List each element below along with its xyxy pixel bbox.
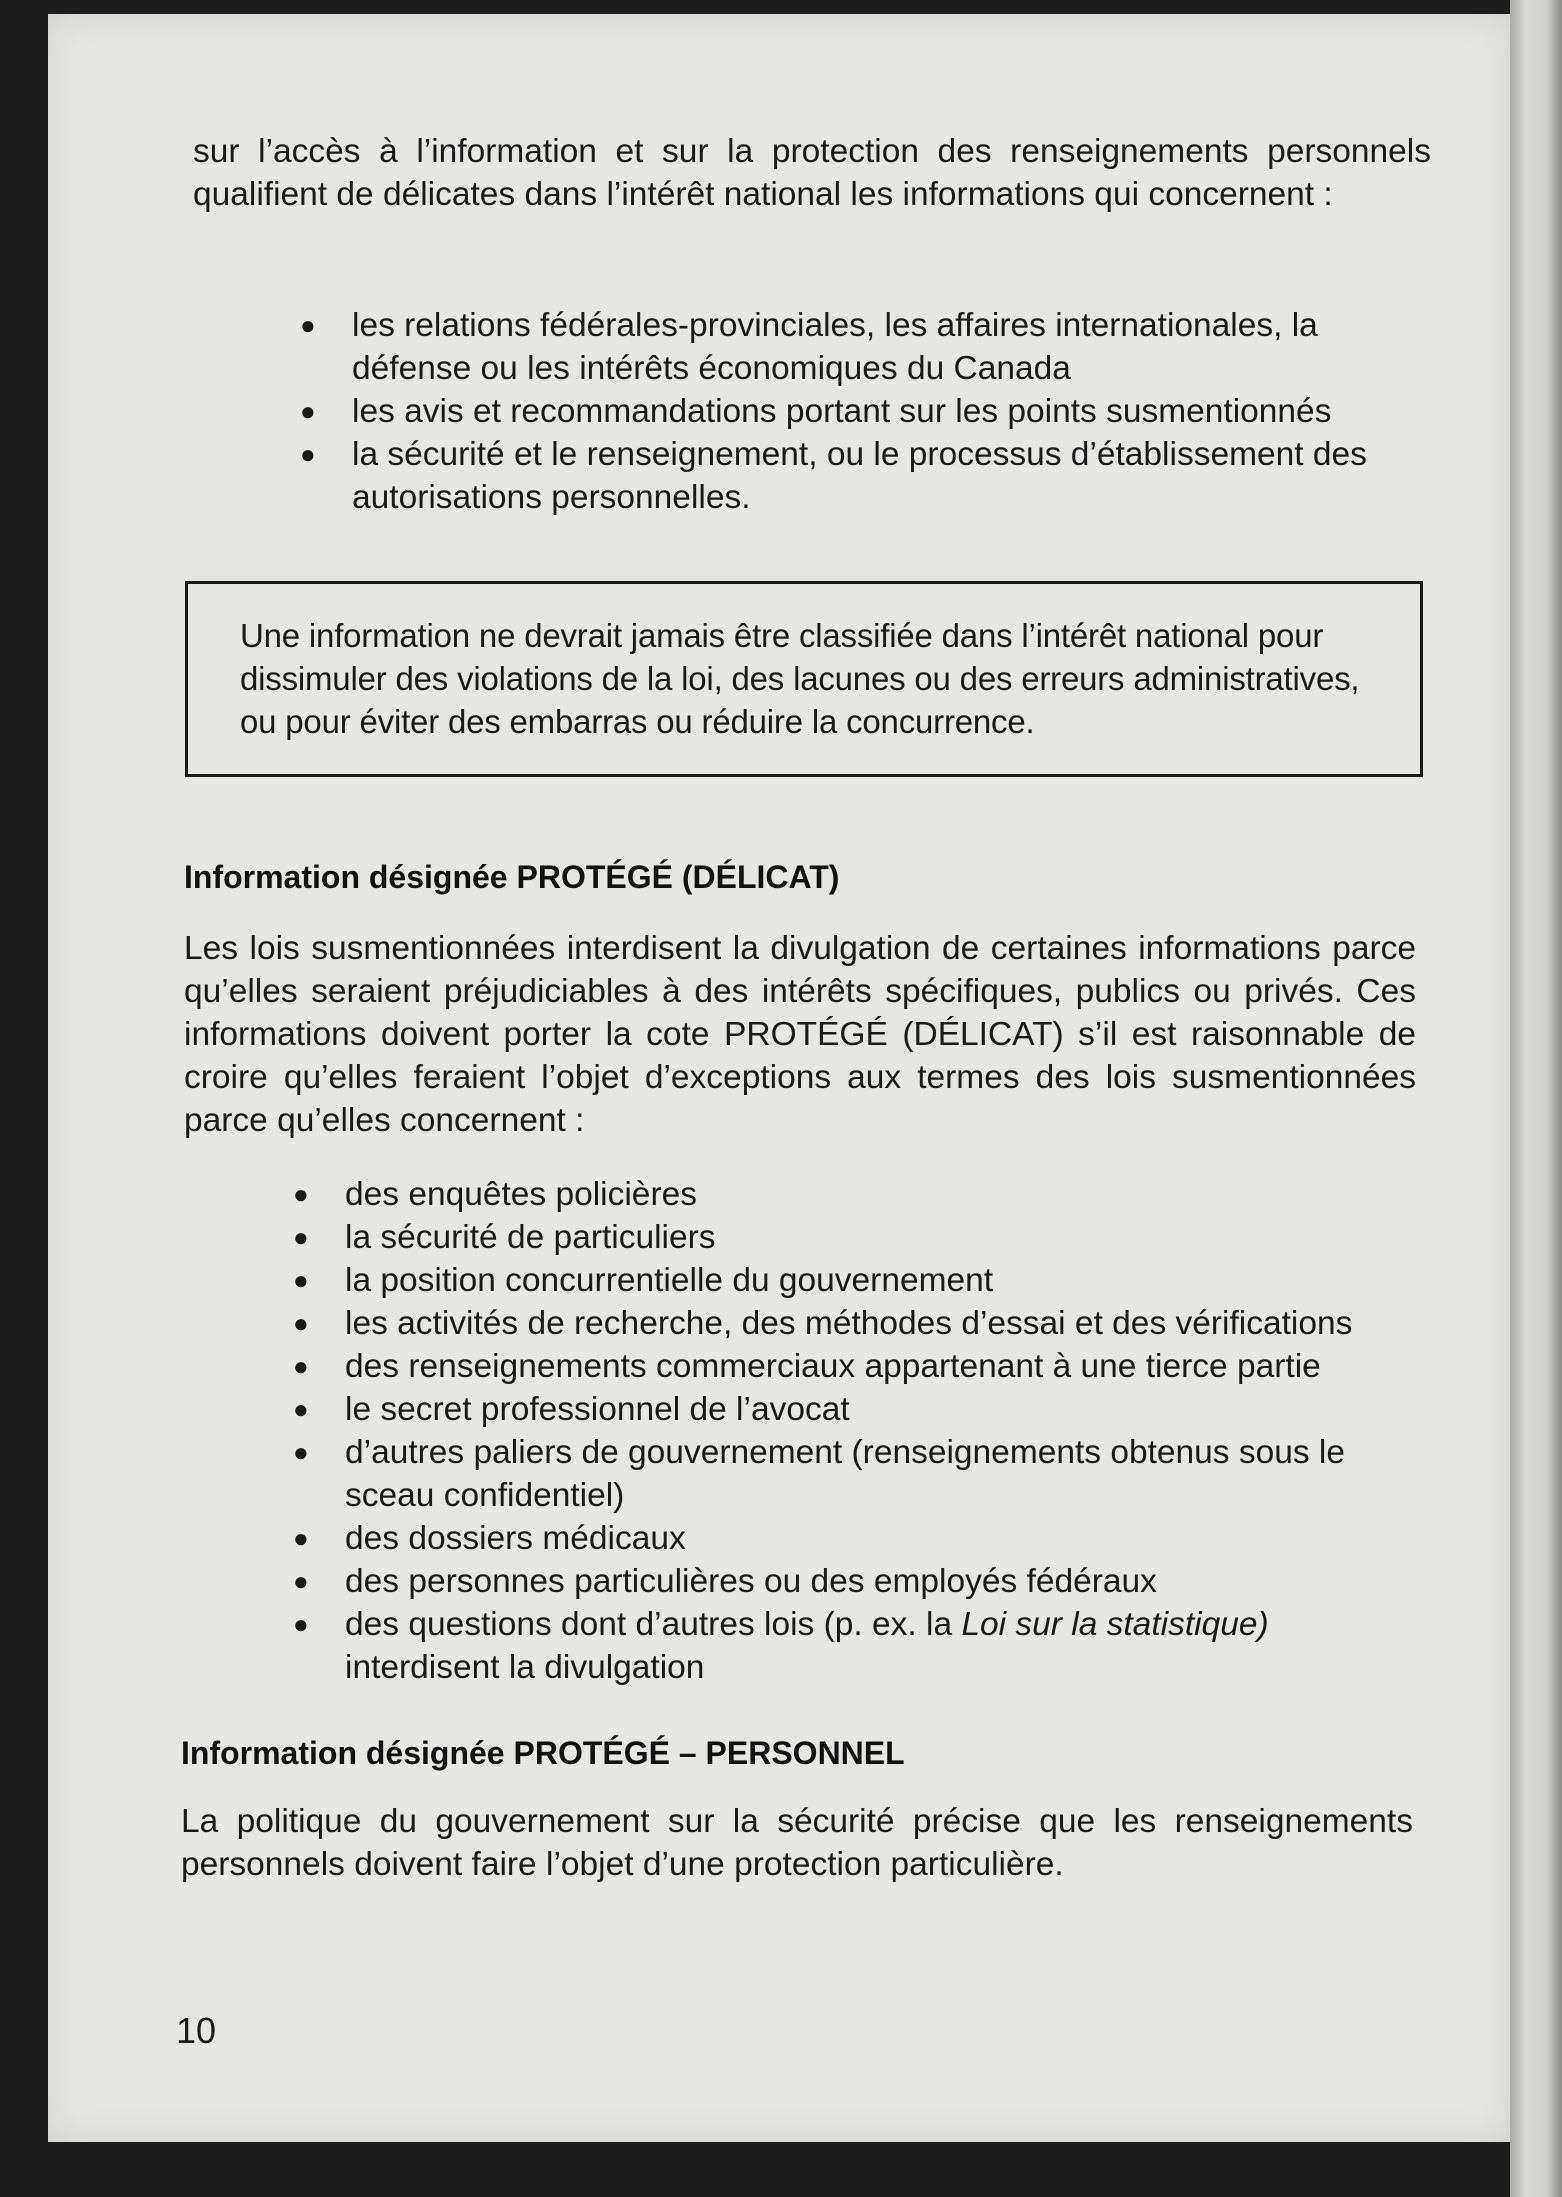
list-item: ● les activités de recherche, des méthodes d’essai et des vérifications <box>345 1302 1420 1345</box>
page-gutter <box>1510 0 1562 2197</box>
page-number: 10 <box>176 2010 217 2051</box>
intro-paragraph: sur l’accès à l’information et sur la protection des renseignements personnels qualifient de délicates dans l’intérêt national les informations qui concernent : <box>193 133 1431 213</box>
bullet-list-2 <box>293 1173 1420 1689</box>
bullet-icon: ● <box>293 1609 309 1639</box>
list-item: ● le secret professionnel de l’avocat <box>345 1388 1420 1431</box>
section-heading-protege-delicat: Information désignée PROTÉGÉ (DÉLICAT) <box>184 859 840 895</box>
bullet-icon: ● <box>293 1437 309 1467</box>
list-item: ● des personnes particulières ou des employés fédéraux <box>345 1560 1420 1603</box>
bullet-list-1 <box>300 304 1427 519</box>
list-item: ● la position concurrentielle du gouvernement <box>345 1259 1420 1302</box>
bullet-icon: ● <box>293 1308 309 1338</box>
section-paragraph-protege-personnel: La politique du gouvernement sur la sécurité précise que les renseignements personnels doivent faire l’objet d’une protection particulière. <box>181 1803 1413 1883</box>
section-paragraph-protege-delicat: Les lois susmentionnées interdisent la divulgation de certaines informations parce qu’elles seraient préjudiciables à des intérêts spécifiques, publics ou privés. Ces informations doivent porter la cote PROTÉGÉ (DÉLICAT) s’il est raisonnable de croire qu’elles feraient l’objet d’exceptions aux termes des lois susmentionnées parce qu’elles concernent : <box>184 930 1416 1139</box>
bullet-icon: ● <box>300 439 316 469</box>
list-item: ● la sécurité de particuliers <box>345 1216 1420 1259</box>
bullet-icon: ● <box>300 310 316 340</box>
section-heading-protege-personnel: Information désignée PROTÉGÉ – PERSONNEL <box>181 1735 905 1771</box>
list-item: ● les avis et recommandations portant sur les points susmentionnés <box>352 390 1427 433</box>
bullet-icon: ● <box>293 1351 309 1381</box>
notice-box <box>185 581 1423 777</box>
bullet-icon: ● <box>293 1566 309 1596</box>
bullet-icon: ● <box>293 1265 309 1295</box>
list-item: ● des questions dont d’autres lois (p. ex. la Loi sur la statistique) interdisent la divulgation <box>345 1603 1420 1689</box>
list-item: ● les relations fédérales-provinciales, les affaires internationales, la défense ou les intérêts économiques du Canada <box>352 304 1427 390</box>
list-item: ● la sécurité et le renseignement, ou le processus d’établissement des autorisations personnelles. <box>352 433 1427 519</box>
bullet-icon: ● <box>293 1523 309 1553</box>
notice-text: Une information ne devrait jamais être classifiée dans l’intérêt national pour dissimuler des violations de la loi, des lacunes ou des erreurs administratives, ou pour éviter des embarras ou réduire la concurrence. <box>240 617 1360 740</box>
bullet-icon: ● <box>300 396 316 426</box>
bullet-icon: ● <box>293 1394 309 1424</box>
list-item: ● des dossiers médicaux <box>345 1517 1420 1560</box>
list-item: ● des enquêtes policières <box>345 1173 1420 1216</box>
list-item: ● d’autres paliers de gouvernement (renseignements obtenus sous le sceau confidentiel) <box>345 1431 1420 1517</box>
bullet-icon: ● <box>293 1179 309 1209</box>
italic-law-title: Loi sur la statistique) <box>961 1606 1269 1643</box>
bullet-icon: ● <box>293 1222 309 1252</box>
list-item: ● des renseignements commerciaux appartenant à une tierce partie <box>345 1345 1420 1388</box>
